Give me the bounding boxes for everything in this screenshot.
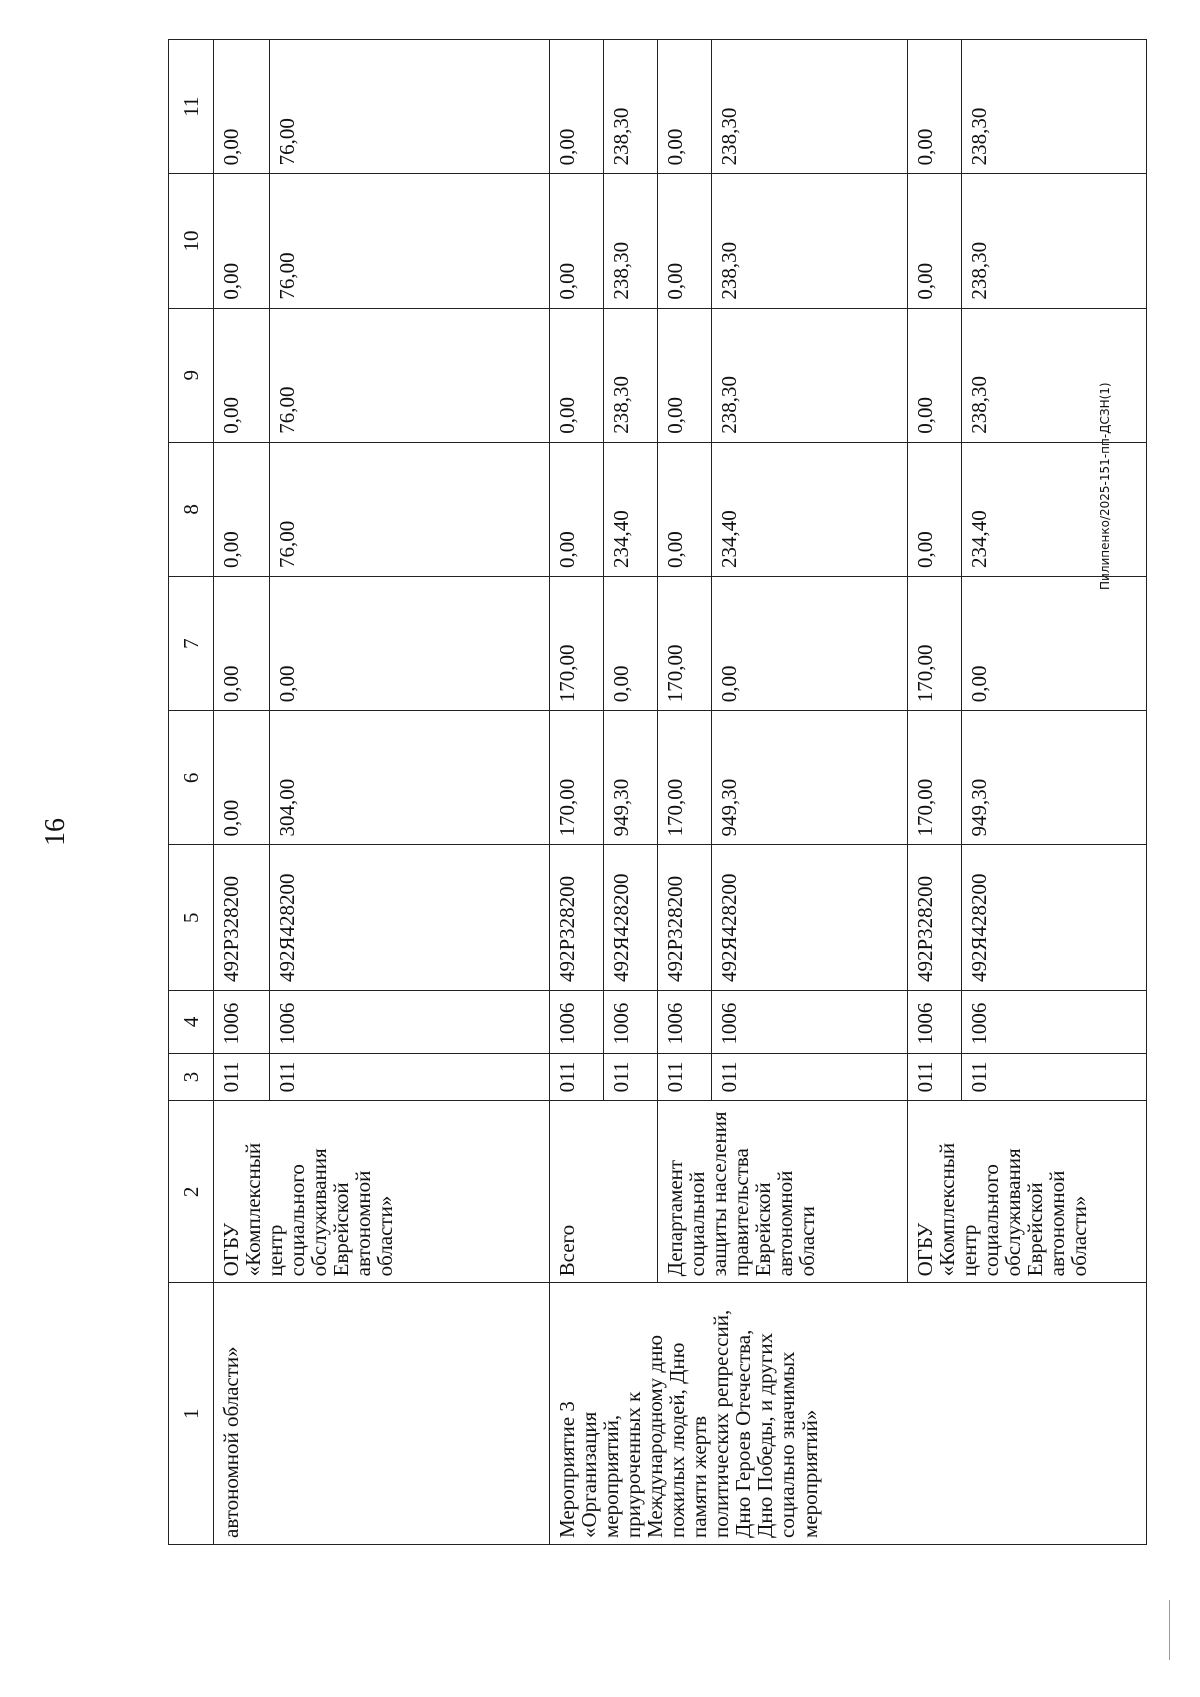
amount-y2: 76,00 (270, 442, 550, 576)
table-body (169, 40, 1147, 1545)
section-code: 1006 (908, 991, 962, 1054)
section-code: 1006 (214, 991, 270, 1054)
section-code: 1006 (550, 991, 604, 1054)
amount-y2: 234,40 (962, 442, 1147, 576)
document-code: Пилипенко/2025-151-пп-ДСЗН(1) (1098, 382, 1112, 590)
amount-y2: 234,40 (712, 442, 908, 576)
amount-y4: 238,30 (962, 174, 1147, 308)
amount-y4: 76,00 (270, 174, 550, 308)
table-row (550, 40, 604, 1545)
amount-y5: 0,00 (214, 40, 270, 174)
executor-cell: ОГБУ «Комплексный центр социального обслуживания Еврейской автономной области» (908, 1101, 1147, 1283)
col-header: 3 (169, 1053, 214, 1101)
target-article-code: 492Я428200 (962, 845, 1147, 991)
amount-y4: 0,00 (550, 174, 604, 308)
kbk-code: 011 (908, 1053, 962, 1101)
section-code: 1006 (962, 991, 1147, 1054)
kbk-code: 011 (270, 1053, 550, 1101)
col-header: 6 (169, 711, 214, 845)
amount-y1: 0,00 (712, 577, 908, 711)
amount-y3: 76,00 (270, 308, 550, 442)
amount-y3: 0,00 (908, 308, 962, 442)
amount-y1: 0,00 (270, 577, 550, 711)
kbk-code: 011 (712, 1053, 908, 1101)
amount-y3: 0,00 (550, 308, 604, 442)
amount-y1: 0,00 (962, 577, 1147, 711)
section-code: 1006 (658, 991, 712, 1054)
activity-cell: автономной области» (214, 1283, 550, 1545)
section-code: 1006 (604, 991, 658, 1054)
amount-total: 170,00 (908, 711, 962, 845)
section-code: 1006 (270, 991, 550, 1054)
target-article-code: 492Р328200 (550, 845, 604, 991)
col-header: 5 (169, 845, 214, 991)
budget-table (168, 39, 1147, 1545)
target-article-code: 492Я428200 (712, 845, 908, 991)
amount-y3: 238,30 (604, 308, 658, 442)
kbk-code: 011 (214, 1053, 270, 1101)
amount-y4: 238,30 (712, 174, 908, 308)
activity-cell: Мероприятие 3 «Организация мероприятий, приуроченных к Международному дню пожилых людей, Дню памяти жертв политических репрессий, Дню Героев Отечества, Дню Победы, и других социально значимых мероприятий» (550, 1283, 1147, 1545)
amount-y2: 0,00 (214, 442, 270, 576)
target-article-code: 492Я428200 (604, 845, 658, 991)
kbk-code: 011 (604, 1053, 658, 1101)
header-row (169, 40, 214, 1545)
amount-y2: 0,00 (550, 442, 604, 576)
amount-total: 949,30 (604, 711, 658, 845)
margin-mark (1169, 1600, 1170, 1660)
amount-total: 0,00 (214, 711, 270, 845)
amount-y4: 0,00 (908, 174, 962, 308)
amount-y3: 0,00 (658, 308, 712, 442)
table-row (214, 40, 270, 1545)
amount-total: 170,00 (658, 711, 712, 845)
amount-y1: 0,00 (604, 577, 658, 711)
section-code: 1006 (712, 991, 908, 1054)
amount-total: 170,00 (550, 711, 604, 845)
amount-y2: 0,00 (658, 442, 712, 576)
col-header: 11 (169, 40, 214, 174)
amount-total: 304,00 (270, 711, 550, 845)
amount-y3: 238,30 (962, 308, 1147, 442)
page-number: 16 (40, 818, 71, 846)
executor-cell: Департамент социальной защиты населения правительства Еврейской автономной области (658, 1101, 908, 1283)
col-header: 10 (169, 174, 214, 308)
amount-y5: 76,00 (270, 40, 550, 174)
amount-y4: 0,00 (214, 174, 270, 308)
amount-y3: 238,30 (712, 308, 908, 442)
amount-y2: 0,00 (908, 442, 962, 576)
amount-y3: 0,00 (214, 308, 270, 442)
col-header: 9 (169, 308, 214, 442)
col-header: 4 (169, 991, 214, 1054)
col-header: 1 (169, 1283, 214, 1545)
target-article-code: 492Р328200 (214, 845, 270, 991)
kbk-code: 011 (658, 1053, 712, 1101)
amount-y5: 238,30 (604, 40, 658, 174)
executor-cell: Всего (550, 1101, 658, 1283)
amount-total: 949,30 (712, 711, 908, 845)
col-header: 7 (169, 577, 214, 711)
amount-y1: 170,00 (550, 577, 604, 711)
amount-y5: 0,00 (658, 40, 712, 174)
col-header: 8 (169, 442, 214, 576)
amount-y5: 238,30 (712, 40, 908, 174)
amount-y5: 238,30 (962, 40, 1147, 174)
amount-total: 949,30 (962, 711, 1147, 845)
amount-y4: 0,00 (658, 174, 712, 308)
amount-y1: 0,00 (214, 577, 270, 711)
target-article-code: 492Я428200 (270, 845, 550, 991)
executor-cell: ОГБУ «Комплексный центр социального обслуживания Еврейской автономной области» (214, 1101, 550, 1283)
amount-y1: 170,00 (658, 577, 712, 711)
amount-y2: 234,40 (604, 442, 658, 576)
kbk-code: 011 (962, 1053, 1147, 1101)
amount-y5: 0,00 (908, 40, 962, 174)
amount-y5: 0,00 (550, 40, 604, 174)
amount-y4: 238,30 (604, 174, 658, 308)
kbk-code: 011 (550, 1053, 604, 1101)
target-article-code: 492Р328200 (658, 845, 712, 991)
col-header: 2 (169, 1101, 214, 1283)
budget-table-container (168, 39, 1101, 1545)
target-article-code: 492Р328200 (908, 845, 962, 991)
amount-y1: 170,00 (908, 577, 962, 711)
